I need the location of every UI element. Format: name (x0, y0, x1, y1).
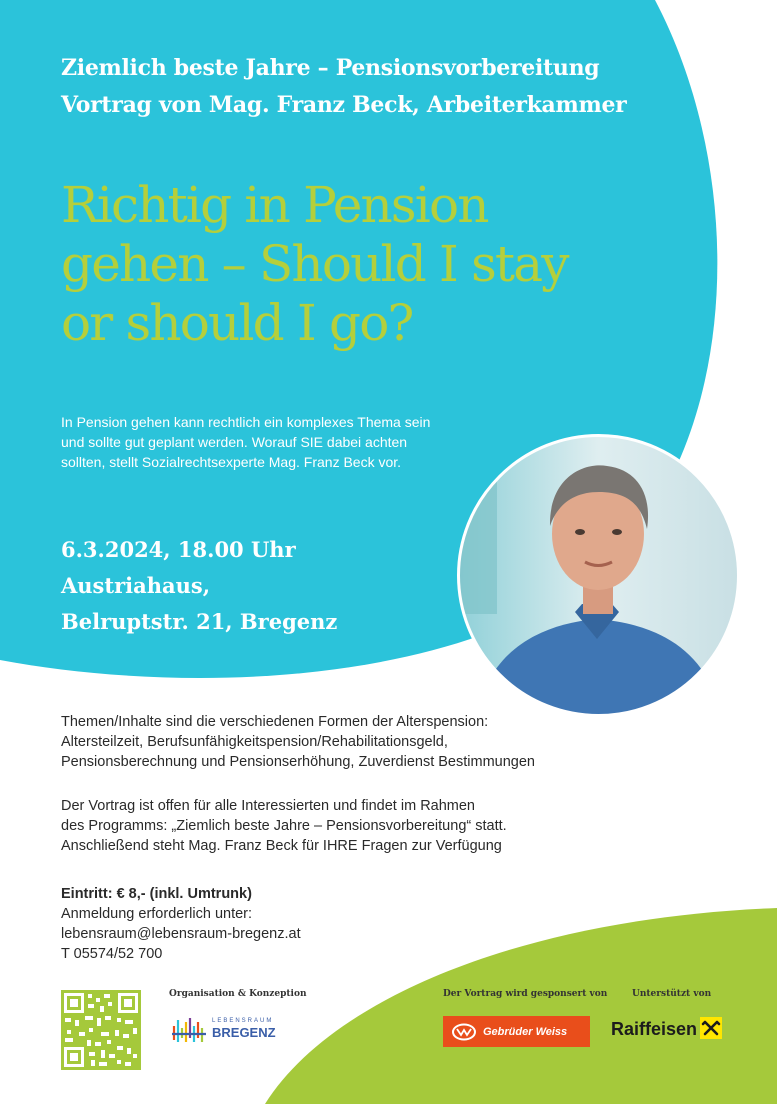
gebrueder-weiss-name: Gebrüder Weiss (483, 1025, 568, 1038)
event-details (61, 532, 337, 640)
event-datetime: 6.3.2024, 18.00 Uhr (61, 537, 296, 562)
lime-blob-shape (265, 908, 777, 1104)
sponsor-label: Der Vortrag wird gesponsert von (443, 989, 608, 999)
speaker-photo (457, 434, 740, 717)
open-line-3: Anschließend steht Mag. Franz Beck für IHRE Fragen zur Verfügung (61, 838, 502, 854)
logo-small-text: LEBENSRAUM (212, 1018, 274, 1024)
main-title-line-2: gehen – Should I stay (61, 235, 568, 293)
raiffeisen-name: Raiffeisen (611, 1019, 698, 1039)
header-speaker: Vortrag von Mag. Franz Beck, Arbeiterkammer (61, 92, 627, 118)
contact-block (61, 884, 301, 964)
raiffeisen-logo (611, 1017, 722, 1040)
open-line-1: Der Vortrag ist offen für alle Interessierten und findet im Rahmen (61, 798, 476, 814)
logo-big-text: BREGENZ (212, 1025, 276, 1040)
gebrueder-weiss-logo (443, 1016, 590, 1047)
contact-email[interactable]: lebensraum@lebensraum-bregenz.at (61, 926, 301, 942)
open-paragraph (61, 796, 507, 856)
topics-paragraph (61, 712, 535, 772)
topics-line-1: Themen/Inhalte sind die verschiedenen Formen der Alterspension: (61, 714, 489, 730)
topics-line-3: Pensionsberechnung und Pensionserhöhung, Zuverdienst Bestimmungen (61, 754, 535, 770)
registration-note: Anmeldung erforderlich unter: (61, 906, 253, 922)
gebrueder-weiss-icon (451, 1023, 477, 1041)
support-label: Unterstützt von (632, 989, 712, 999)
intro-paragraph (61, 412, 481, 472)
event-address: Belruptstr. 21, Bregenz (61, 609, 338, 634)
intro-line-1: In Pension gehen kann rechtlich ein komplexes Thema sein (61, 414, 431, 430)
open-line-2: des Programms: „Ziemlich beste Jahre – Pensionsvorbereitung“ statt. (61, 818, 507, 834)
entry-fee: Eintritt: € 8,- (inkl. Umtrunk) (61, 886, 252, 902)
main-title-line-3: or should I go? (61, 294, 413, 352)
qr-code[interactable] (61, 990, 141, 1070)
main-title-line-1: Richtig in Pension (61, 176, 488, 234)
lebensraum-bregenz-logo (172, 1012, 288, 1050)
raiffeisen-gable-icon (700, 1017, 722, 1039)
main-title (61, 176, 701, 353)
header-series-title: Ziemlich beste Jahre – Pensionsvorbereitung (61, 55, 600, 81)
topics-line-2: Altersteilzeit, Berufsunfähigkeitspension/Rehabilitationsgeld, (61, 734, 448, 750)
org-label: Organisation & Konzeption (169, 989, 307, 999)
intro-line-3: sollten, stellt Sozialrechtsexperte Mag. Franz Beck vor. (61, 454, 402, 470)
lebensraum-logo-icon (172, 1016, 208, 1046)
intro-line-2: und sollte gut geplant werden. Worauf SIE dabei achten (61, 434, 408, 450)
contact-phone[interactable]: T 05574/52 700 (61, 946, 163, 962)
event-venue: Austriahaus, (61, 573, 211, 598)
